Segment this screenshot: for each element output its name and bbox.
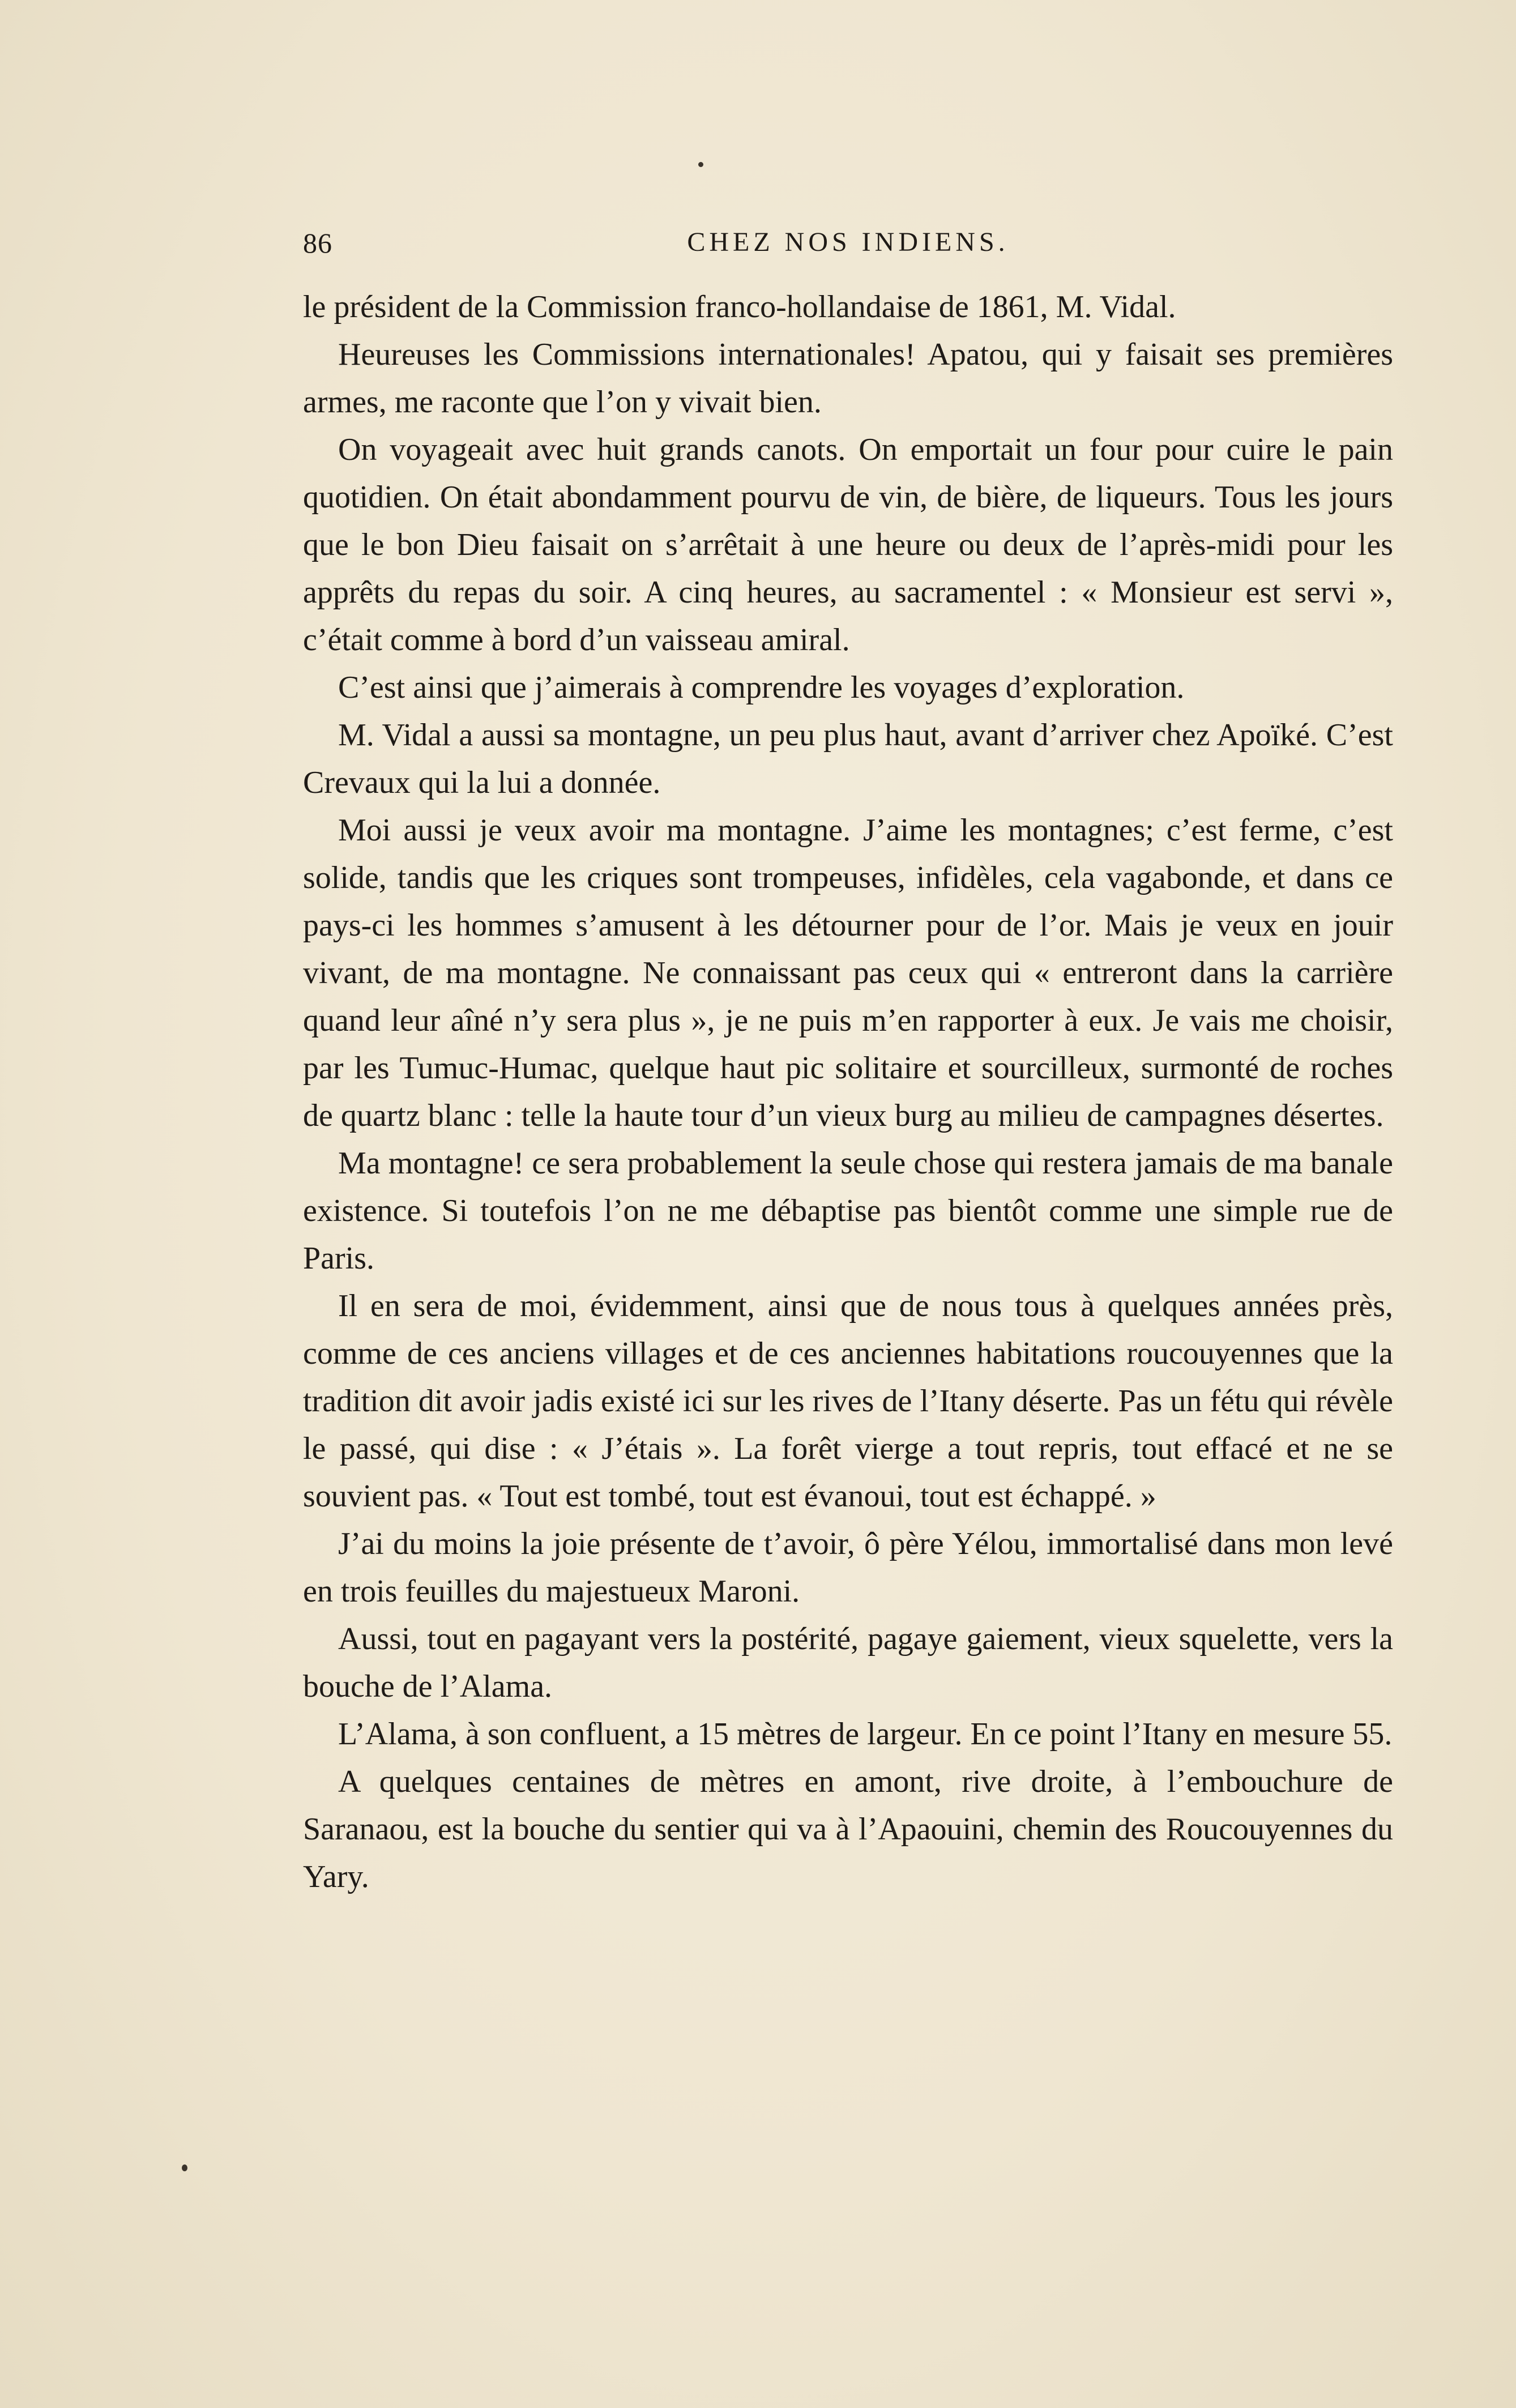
paragraph: Aussi, tout en pagayant vers la postérité, pagaye gaiement, vieux squelette, vers la bouche de l’Alama.: [303, 1621, 1393, 1704]
paragraph: Ma montagne! ce sera probablement la seule chose qui restera jamais de ma banale existence. Si toutefois l’on ne me débaptise pas bientôt comme une simple rue de Paris.: [303, 1146, 1393, 1276]
paragraph: Heureuses les Commissions internationales! Apatou, qui y faisait ses premières armes, me raconte que l’on y vivait bien.: [303, 337, 1393, 420]
paragraph: C’est ainsi que j’aimerais à comprendre les voyages d’exploration.: [338, 670, 1185, 705]
paragraph: On voyageait avec huit grands canots. On emportait un four pour cuire le pain quotidien. On était abondamment pourvu de vin, de bière, de liqueurs. Tous les jours que le bon Dieu faisait on s’arrêtait à une heure ou deux de l’après-midi pour les apprêts du repas du soir. A cinq heures, au sacramentel : « Monsieur est servi », c’était comme à bord d’un vaisseau amiral.: [303, 432, 1393, 657]
paragraph: J’ai du moins la joie présente de t’avoir, ô père Yélou, immortalisé dans mon levé en trois feuilles du majestueux Maroni.: [303, 1526, 1393, 1609]
body-text: [303, 283, 1393, 1901]
paragraph: Moi aussi je veux avoir ma montagne. J’aime les montagnes; c’est ferme, c’est solide, tandis que les criques sont trompeuses, infidèles, cela vagabonde, et dans ce pays-ci les hommes s’amusent à les détourner pour de l’or. Mais je veux en jouir vivant, de ma montagne. Ne connaissant pas ceux qui « entreront dans la carrière quand leur aîné n’y sera plus », je ne puis m’en rapporter à eux. Je vais me choisir, par les Tumuc-Humac, quelque haut pic solitaire et sourcilleux, surmonté de roches de quartz blanc : telle la haute tour d’un vieux burg au milieu de campagnes désertes.: [303, 813, 1393, 1133]
page-number: 86: [303, 227, 332, 259]
running-title: CHEZ NOS INDIENS.: [687, 227, 1009, 257]
ink-speck: [182, 2164, 187, 2171]
paragraph: Il en sera de moi, évidemment, ainsi que de nous tous à quelques années près, comme de ces anciens villages et de ces anciennes habitations roucouyennes que la tradition dit avoir jadis existé ici sur les rives de l’Itany déserte. Pas un fétu qui révèle le passé, qui dise : « J’étais ». La forêt vierge a tout repris, tout effacé et ne se souvient pas. « Tout est tombé, tout est évanoui, tout est échappé. »: [303, 1288, 1393, 1514]
paragraph: M. Vidal a aussi sa montagne, un peu plus haut, avant d’arriver chez Apoïké. C’est Crevaux qui la lui a donnée.: [303, 718, 1393, 800]
paragraph: L’Alama, à son confluent, a 15 mètres de largeur. En ce point l’Itany en mesure 55.: [338, 1717, 1393, 1752]
ink-speck: [698, 162, 703, 167]
page-header: [303, 227, 1393, 266]
paragraph: le président de la Commission franco-hollandaise de 1861, M. Vidal.: [303, 289, 1176, 325]
paragraph: A quelques centaines de mètres en amont, rive droite, à l’embouchure de Saranaou, est la bouche du sentier qui va à l’Apaouini, chemin des Roucouyennes du Yary.: [303, 1764, 1393, 1894]
